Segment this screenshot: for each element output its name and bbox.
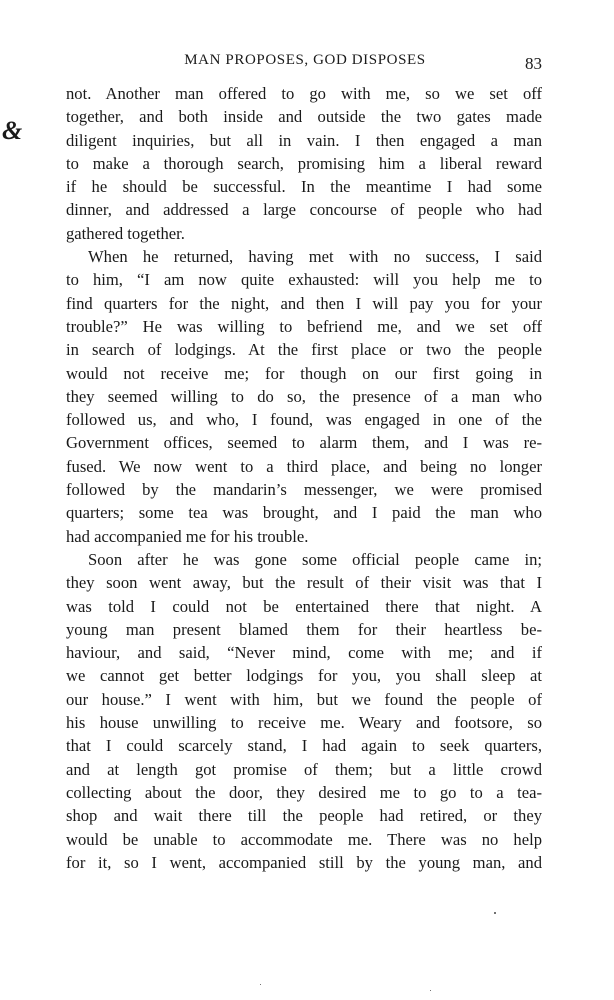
text-line: young man present blamed them for their heartless be- <box>66 619 542 639</box>
text-line: not. Another man offered to go with me, so we set off <box>66 84 542 103</box>
text-line: followed us, and who, I found, was engaged in one of the <box>66 410 542 430</box>
text-line: haviour, and said, “Never mind, come with me; and if <box>66 643 542 663</box>
text-line: our house.” I went with him, but we found the people of <box>66 689 542 709</box>
text-line: and at length got promise of them; but a little crowd <box>66 759 542 779</box>
text-line: diligent inquiries, but all in vain. I then engaged a man <box>66 130 542 150</box>
text-line: for it, so I went, accompanied still by the young man, and <box>66 852 542 872</box>
scan-speck <box>260 984 261 985</box>
text-line: together, and both inside and outside the two gates made <box>66 107 542 127</box>
text-line: would be unable to accommodate me. There was no help <box>66 829 542 849</box>
text-line: find quarters for the night, and then I will pay you for your <box>66 293 542 313</box>
text-line: his house unwilling to receive me. Weary and footsore, so <box>66 713 542 733</box>
text-line: gathered together. <box>66 223 185 243</box>
running-head: MAN PROPOSES, GOD DISPOSES <box>184 52 426 68</box>
text-line: fused. We now went to a third place, and being no longer <box>66 456 542 476</box>
text-line: that I could scarcely stand, I had again to seek quarters, <box>66 736 542 756</box>
text-line: dinner, and addressed a large concourse of people who had <box>66 200 542 220</box>
text-line: if he should be successful. In the meantime I had some <box>66 177 542 197</box>
text-line: shop and wait there till the people had retired, or they <box>66 806 542 826</box>
text-line: trouble?” He was willing to befriend me, and we set off <box>66 316 542 336</box>
text-line: Soon after he was gone some official people came in; <box>88 549 542 569</box>
page-number: 83 <box>525 54 542 73</box>
text-line: in search of lodgings. At the first place or two the people <box>66 340 542 360</box>
scan-speck <box>430 990 431 991</box>
text-line: When he returned, having met with no success, I said <box>88 247 542 267</box>
text-line: quarters; some tea was brought, and I paid the man who <box>66 503 542 523</box>
text-line: we cannot get better lodgings for you, you shall sleep at <box>66 666 542 686</box>
text-line: to make a thorough search, promising him a liberal reward <box>66 153 542 173</box>
text-line: they seemed willing to do so, the presence of a man who <box>66 386 542 406</box>
text-line: to him, “I am now quite exhausted: will you help me to <box>66 270 542 290</box>
text-line: followed by the mandarin’s messenger, we were promised <box>66 480 542 500</box>
scan-speck <box>494 912 496 914</box>
text-line: Government offices, seemed to alarm them, and I was re- <box>66 433 542 453</box>
body-text <box>66 82 542 874</box>
text-line: would not receive me; for though on our first going in <box>66 363 542 383</box>
text-line: collecting about the door, they desired me to go to a tea- <box>66 782 542 802</box>
text-line: had accompanied me for his trouble. <box>66 526 309 546</box>
text-line: was told I could not be entertained there that night. A <box>66 596 542 616</box>
text-line: they soon went away, but the result of their visit was that I <box>66 573 542 593</box>
margin-mark: & <box>2 116 23 145</box>
